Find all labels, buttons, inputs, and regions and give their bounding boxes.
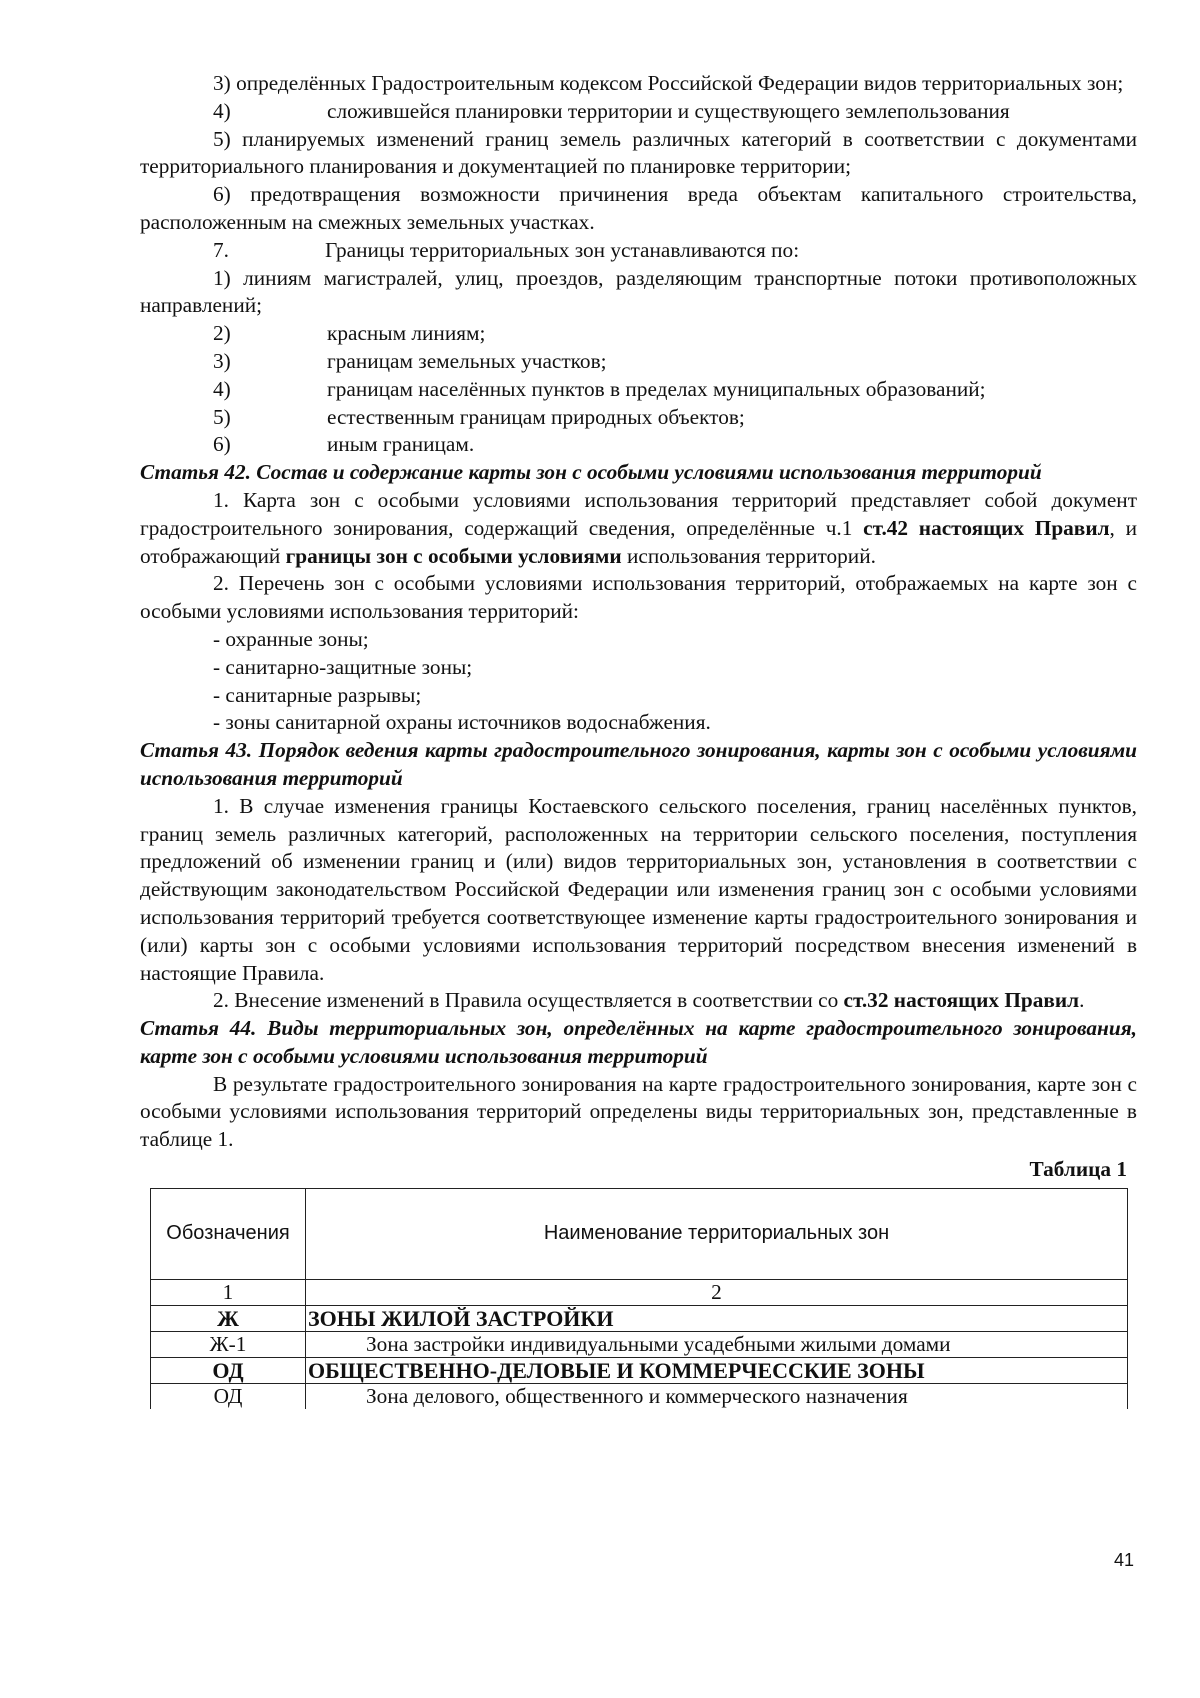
table-row bbox=[151, 1357, 1128, 1383]
bold-reference: ст.42 настоящих Правил bbox=[863, 515, 1110, 540]
zone-code: ОД bbox=[151, 1383, 306, 1409]
zone-list-item: - зоны санитарной охраны источников водоснабжения. bbox=[213, 710, 711, 735]
column-number: 2 bbox=[306, 1279, 1128, 1305]
article-44-paragraph-1: В результате градостроительного зонирования на карте градостроительного зонирования, карте зон с особыми условиями использования территорий определены виды территориальных зон, представленные в таблице 1. bbox=[140, 1071, 1137, 1152]
item-number: 7. bbox=[213, 237, 229, 262]
table-row bbox=[151, 1305, 1128, 1331]
paragraph-4 bbox=[140, 98, 1137, 126]
page-number: 41 bbox=[1114, 1550, 1135, 1570]
text-run: использования территорий. bbox=[621, 543, 876, 568]
zone-name: ЗОНЫ ЖИЛОЙ ЗАСТРОЙКИ bbox=[306, 1305, 1128, 1331]
zone-code: Ж bbox=[151, 1305, 306, 1331]
item-text: сложившейся планировки территории и существующего землепользования bbox=[327, 98, 1010, 123]
zone-list-item: - санитарно-защитные зоны; bbox=[213, 654, 473, 679]
zone-code: ОД bbox=[151, 1357, 306, 1383]
item-text: границам населённых пунктов в пределах муниципальных образований; bbox=[327, 376, 986, 401]
item-text: Границы территориальных зон устанавливаются по: bbox=[325, 237, 800, 262]
item-number: 5) bbox=[213, 404, 231, 429]
zone-list-item: - охранные зоны; bbox=[213, 626, 369, 651]
table-column-numbers-row bbox=[151, 1279, 1128, 1305]
article-42-paragraph-1 bbox=[140, 487, 1137, 570]
article-42-heading: Статья 42. Состав и содержание карты зон с особыми условиями использования территорий bbox=[140, 460, 1042, 485]
boundary-item-4 bbox=[140, 376, 1137, 404]
boundary-item-3 bbox=[140, 348, 1137, 376]
item-text: иным границам. bbox=[327, 432, 475, 457]
item-number: 4) bbox=[213, 376, 231, 401]
item-number: 6) bbox=[213, 432, 231, 457]
article-42-paragraph-2: 2. Перечень зон с особыми условиями использования территорий, отображаемых на карте зон с особыми условиями использования территорий: bbox=[140, 571, 1137, 624]
article-44-heading: Статья 44. Виды территориальных зон, определённых на карте градостроительного зонирования, карте зон с особыми условиями использования территорий bbox=[140, 1016, 1137, 1068]
text-run: . bbox=[1079, 988, 1085, 1013]
item-text: границам земельных участков; bbox=[327, 348, 607, 373]
zones-table bbox=[150, 1188, 1128, 1409]
zone-name: ОБЩЕСТВЕННО-ДЕЛОВЫЕ И КОММЕРЧЕССКИЕ ЗОНЫ bbox=[306, 1357, 1128, 1383]
article-43-paragraph-1: 1. В случае изменения границы Костаевского сельского поселения, границ населённых пунктов, границ земель различных категорий, расположенных на территории сельского поселения, поступления предложений об изменении границ и (или) видов территориальных зон, установления в соответствии с действующим законодательством Российской Федерации или изменения границ зон с особыми условиями использования территорий требуется соответствующее изменение карты градостроительного зонирования и (или) карты зон с особыми условиями использования территорий посредством внесения изменений в настоящие Правила. bbox=[140, 793, 1137, 985]
text-run: , и отображающий bbox=[140, 515, 1138, 568]
article-43-heading: Статья 43. Порядок ведения карты градостроительного зонирования, карты зон с особыми условиями использования территорий bbox=[140, 738, 1137, 790]
item-text: естественным границам природных объектов; bbox=[327, 404, 745, 429]
paragraph-5: 5) планируемых изменений границ земель различных категорий в соответствии с документами территориального планирования и документацией по планировке территории; bbox=[140, 126, 1137, 179]
bold-phrase: границы зон с особыми условиями bbox=[285, 543, 622, 568]
table-caption: Таблица 1 bbox=[1029, 1157, 1127, 1182]
column-number: 1 bbox=[151, 1279, 306, 1305]
article-43-paragraph-2 bbox=[140, 987, 1137, 1015]
column-header-zone-name: Наименование территориальных зон bbox=[306, 1188, 1128, 1279]
paragraph-6: 6) предотвращения возможности причинения вреда объектам капитального строительства, расположенным на смежных земельных участках. bbox=[140, 182, 1137, 234]
boundary-item-6 bbox=[140, 431, 1137, 459]
zone-name: Зона делового, общественного и коммерческого назначения bbox=[306, 1383, 1128, 1409]
column-header-designation: Обозначения bbox=[151, 1188, 306, 1279]
paragraph-7 bbox=[140, 237, 1137, 265]
item-number: 3) bbox=[213, 348, 231, 373]
zone-code: Ж-1 bbox=[151, 1331, 306, 1357]
table-row bbox=[151, 1331, 1128, 1357]
paragraph-3: 3) определённых Градостроительным кодексом Российской Федерации видов территориальных зон; bbox=[213, 71, 1124, 95]
zone-list-item: - санитарные разрывы; bbox=[213, 682, 422, 707]
text-run: 1. Карта зон с особыми условиями использования территорий представляет собой документ градостроительного зонирования, содержащий сведения, определённые ч.1 bbox=[140, 487, 1137, 540]
item-number: 4) bbox=[213, 98, 231, 123]
boundary-item-5 bbox=[140, 404, 1137, 432]
table-header-row bbox=[151, 1188, 1128, 1279]
bold-reference: ст.32 настоящих Правил bbox=[843, 988, 1080, 1013]
item-number: 2) bbox=[213, 321, 231, 346]
document-page bbox=[140, 70, 1137, 1409]
text-run: 2. Внесение изменений в Правила осуществляется в соответствии со bbox=[213, 988, 844, 1013]
boundary-item-2 bbox=[140, 320, 1137, 348]
table-row bbox=[151, 1383, 1128, 1409]
item-text: красным линиям; bbox=[327, 321, 486, 346]
zone-name: Зона застройки индивидуальными усадебными жилыми домами bbox=[306, 1331, 1128, 1357]
boundary-item-1: 1) линиям магистралей, улиц, проездов, разделяющим транспортные потоки противоположных направлений; bbox=[140, 265, 1137, 318]
